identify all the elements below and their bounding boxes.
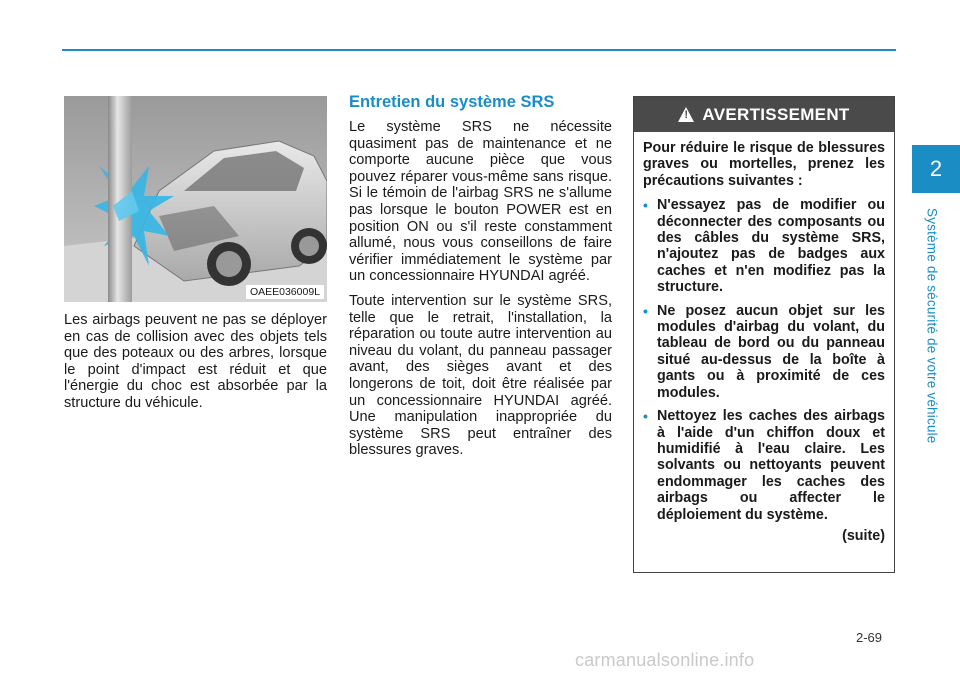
warning-header	[634, 97, 894, 132]
warning-item: • N'essayez pas de modifier ou déconnecter des composants ou des câbles du système SRS, n'ajoutez pas de badges aux caches et n'en modifiez pas la structure.	[643, 197, 885, 296]
continued-label: (suite)	[842, 527, 885, 544]
section-title: Entretien du système SRS	[349, 93, 555, 111]
warning-list	[643, 197, 885, 523]
watermark: carmanualsonline.info	[575, 650, 755, 670]
warning-item: • Nettoyez les caches des airbags à l'aide d'un chiffon doux et humidifié à l'eau claire. Les solvants ou nettoyants peuvent endommager les caches des airbags ou affecter le déploiement du système.	[643, 408, 885, 523]
collision-illustration	[64, 96, 327, 302]
warning-title: AVERTISSEMENT	[702, 104, 850, 124]
top-rule	[62, 49, 896, 51]
left-column	[64, 312, 327, 420]
warning-box	[633, 96, 895, 573]
chapter-number: 2	[929, 156, 943, 181]
page-number: 2-69	[856, 630, 883, 645]
warning-triangle-icon: !	[678, 107, 694, 122]
bullet-icon: •	[643, 408, 648, 425]
middle-column	[349, 119, 612, 467]
bullet-icon: •	[643, 197, 648, 214]
middle-paragraph-2: Toute intervention sur le système SRS, telle que le retrait, l'installation, la réparation ou toute autre intervention au niveau du volant, du panneau passager avant, des sièges avant et des longerons de toit, doit être réalisée par un concessionnaire HYUNDAI agréé. Une manipulation inappropriée du système SRS peut entraîner des blessures graves.	[349, 292, 612, 459]
figure-code: OAEE036009L	[246, 285, 324, 299]
middle-paragraph-1: Le système SRS ne nécessite quasiment pas de maintenance et ne comporte aucune pièce que vous pouvez réparer vous-même sans risque. Si le témoin de l'airbag SRS ne s'allume pas lorsque le bouton POWER est en position ON ou s'il reste constamment allumé, nous vous conseillons de faire vérifier immédiatement le système par un concessionnaire HYUNDAI agréé.	[349, 119, 612, 285]
warning-item: • Ne posez aucun objet sur les modules d'airbag du volant, du tableau de bord ou du panneau situé au-dessus de la boîte à gants ou à proximité de ces modules.	[643, 302, 885, 401]
warning-intro: Pour réduire le risque de blessures graves ou mortelles, prenez les précautions suivantes :	[643, 140, 885, 189]
chapter-tab	[912, 145, 960, 193]
left-paragraph: Les airbags peuvent ne pas se déployer en cas de collision avec des objets tels que des poteaux ou des arbres, lorsque le point d'impact est réduit et que l'énergie du choc est absorbée par la structure du véhicule.	[64, 312, 327, 411]
chapter-title: Système de sécurité de votre véhicule	[924, 208, 940, 444]
car-pole-illustration	[64, 96, 327, 302]
warning-body	[634, 132, 894, 544]
bullet-icon: •	[643, 302, 648, 319]
